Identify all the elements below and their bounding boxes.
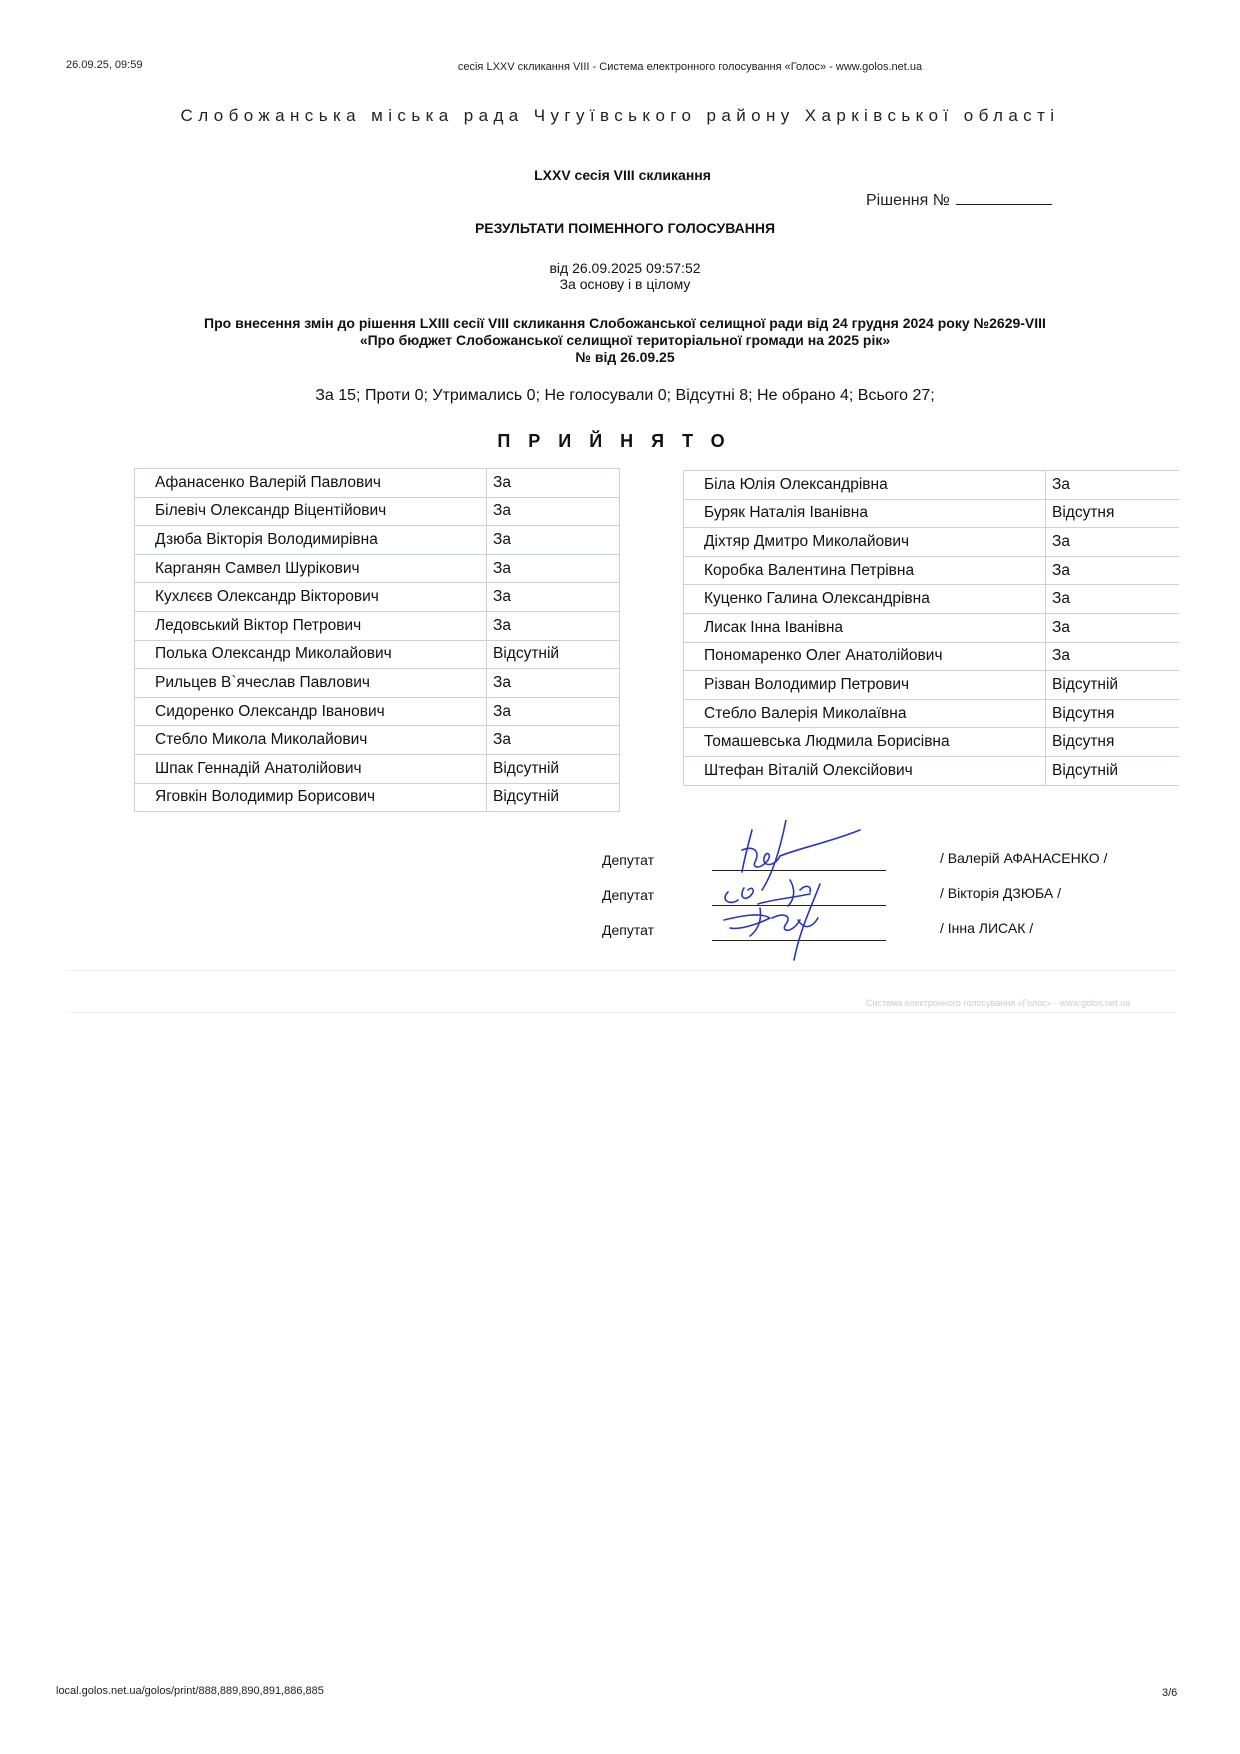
table-row	[684, 528, 1180, 557]
signatory-name-1: / Валерій АФАНАСЕНКО /	[940, 850, 1108, 866]
table-row	[135, 783, 620, 812]
vote-summary: За 15; Проти 0; Утримались 0; Не голосували 0; Відсутні 8; Не обрано 4; Всього 27;	[315, 387, 935, 404]
deputy-name: Штефан Віталій Олексійович	[684, 756, 1046, 785]
subject-line-2: «Про бюджет Слобожанської селищної територіальної громади на 2025 рік»	[359, 332, 891, 348]
vote-date-block	[0, 260, 1240, 292]
vote-date: від 26.09.2025 09:57:52	[549, 260, 701, 276]
table-row	[135, 526, 620, 555]
table-row	[135, 497, 620, 526]
deputy-vote: За	[487, 669, 620, 698]
deputy-name: Білевіч Олександр Віцентійович	[135, 497, 487, 526]
deputy-vote: Відсутній	[1046, 671, 1180, 700]
deputy-vote: За	[487, 469, 620, 498]
vote-result: ПРИЙНЯТО	[497, 431, 743, 451]
deputy-name: Кухлєєв Олександр Вікторович	[135, 583, 487, 612]
signatory-role-1: Депутат	[602, 852, 654, 868]
deputy-vote: За	[487, 554, 620, 583]
system-footer: Система електронного голосування «Голос» - www.golos.net.ua	[866, 998, 1131, 1008]
deputy-vote: За	[487, 526, 620, 555]
deputy-name: Стебло Микола Миколайович	[135, 726, 487, 755]
table-row	[684, 642, 1180, 671]
decision-subject	[80, 315, 1170, 366]
deputy-name: Яговкін Володимир Борисович	[135, 783, 487, 812]
table-row	[684, 585, 1180, 614]
deputy-name: Рильцев В`ячеслав Павлович	[135, 669, 487, 698]
print-header-title: сесія LXXV скликання VIII - Система електронного голосування «Голос» - www.golos.net.ua	[457, 61, 923, 73]
deputy-vote: За	[487, 497, 620, 526]
table-row	[135, 697, 620, 726]
table-row	[684, 756, 1180, 785]
table-row	[135, 583, 620, 612]
deputy-vote: Відсутня	[1046, 728, 1180, 757]
table-row	[135, 611, 620, 640]
deputy-name: Полька Олександр Миколайович	[135, 640, 487, 669]
votes-table-left	[134, 468, 620, 812]
handwritten-signatures	[700, 820, 900, 970]
table-row	[684, 471, 1180, 500]
table-row	[684, 556, 1180, 585]
deputy-name: Шпак Геннадій Анатолійович	[135, 754, 487, 783]
deputy-name: Стебло Валерія Миколаївна	[684, 699, 1046, 728]
signatory-role-2: Депутат	[602, 887, 654, 903]
deputy-vote: За	[487, 583, 620, 612]
signatory-role-3: Депутат	[602, 922, 654, 938]
deputy-name: Ледовський Віктор Петрович	[135, 611, 487, 640]
signatory-name-3: / Інна ЛИСАК /	[940, 920, 1034, 936]
deputy-vote: За	[1046, 471, 1180, 500]
deputy-vote: За	[487, 697, 620, 726]
deputy-name: Афанасенко Валерій Павлович	[135, 469, 487, 498]
deputy-name: Томашевська Людмила Борисівна	[684, 728, 1046, 757]
table-row	[684, 671, 1180, 700]
deputy-name: Карганян Самвел Шурікович	[135, 554, 487, 583]
deputy-name: Дзюба Вікторія Володимирівна	[135, 526, 487, 555]
table-row	[135, 469, 620, 498]
deputy-vote: За	[1046, 642, 1180, 671]
table-row	[684, 613, 1180, 642]
print-datetime: 26.09.25, 09:59	[66, 59, 143, 71]
deputy-name: Пономаренко Олег Анатолійович	[684, 642, 1046, 671]
table-row	[135, 669, 620, 698]
deputy-vote: Відсутня	[1046, 499, 1180, 528]
deputy-name: Різван Володимир Петрович	[684, 671, 1046, 700]
deputy-vote: Відсутній	[487, 783, 620, 812]
subject-line-3: № від 26.09.25	[575, 349, 675, 365]
signature-stroke-2	[725, 880, 810, 906]
vote-type: За основу і в цілому	[559, 276, 691, 292]
deputy-vote: Відсутня	[1046, 699, 1180, 728]
table-row	[135, 554, 620, 583]
votes-table-right	[683, 470, 1179, 786]
deputy-vote: За	[1046, 613, 1180, 642]
table-row	[135, 640, 620, 669]
page-number: 3/6	[1162, 1687, 1178, 1699]
table-row	[684, 499, 1180, 528]
signature-stroke-1	[742, 820, 860, 890]
decision-number-label: Рішення №	[866, 192, 950, 209]
deputy-vote: За	[487, 611, 620, 640]
results-title: РЕЗУЛЬТАТИ ПОІМЕННОГО ГОЛОСУВАННЯ	[474, 220, 776, 236]
table-row	[135, 726, 620, 755]
deputy-name: Сидоренко Олександр Іванович	[135, 697, 487, 726]
table-row	[135, 754, 620, 783]
signatory-name-2: / Вікторія ДЗЮБА /	[940, 885, 1061, 901]
council-title: Слобожанська міська рада Чугуївського району Харківської області	[180, 106, 1060, 125]
deputy-vote: Відсутній	[487, 754, 620, 783]
decision-number-blank	[956, 190, 1052, 205]
deputy-name: Коробка Валентина Петрівна	[684, 556, 1046, 585]
deputy-name: Куценко Галина Олександрівна	[684, 585, 1046, 614]
deputy-vote: Відсутній	[487, 640, 620, 669]
deputy-vote: За	[1046, 528, 1180, 557]
decision-number	[866, 190, 1052, 210]
print-url: local.golos.net.ua/golos/print/888,889,890,891,886,885	[56, 1685, 324, 1697]
deputy-vote: Відсутній	[1046, 756, 1180, 785]
faint-divider-bottom	[66, 1012, 1176, 1013]
deputy-vote: За	[1046, 556, 1180, 585]
session-title: LXXV сесія VIII скликання	[534, 167, 711, 183]
deputy-name: Лисак Інна Іванівна	[684, 613, 1046, 642]
table-row	[684, 699, 1180, 728]
deputy-name: Буряк Наталія Іванівна	[684, 499, 1046, 528]
deputy-name: Біла Юлія Олександрівна	[684, 471, 1046, 500]
deputy-vote: За	[1046, 585, 1180, 614]
deputy-vote: За	[487, 726, 620, 755]
deputy-name: Діхтяр Дмитро Миколайович	[684, 528, 1046, 557]
subject-line-1: Про внесення змін до рішення LXIII сесії VIII скликання Слобожанської селищної ради від 24 грудня 2024 року №2629-VIII	[204, 315, 1046, 331]
table-row	[684, 728, 1180, 757]
faint-divider-top	[66, 970, 1176, 971]
